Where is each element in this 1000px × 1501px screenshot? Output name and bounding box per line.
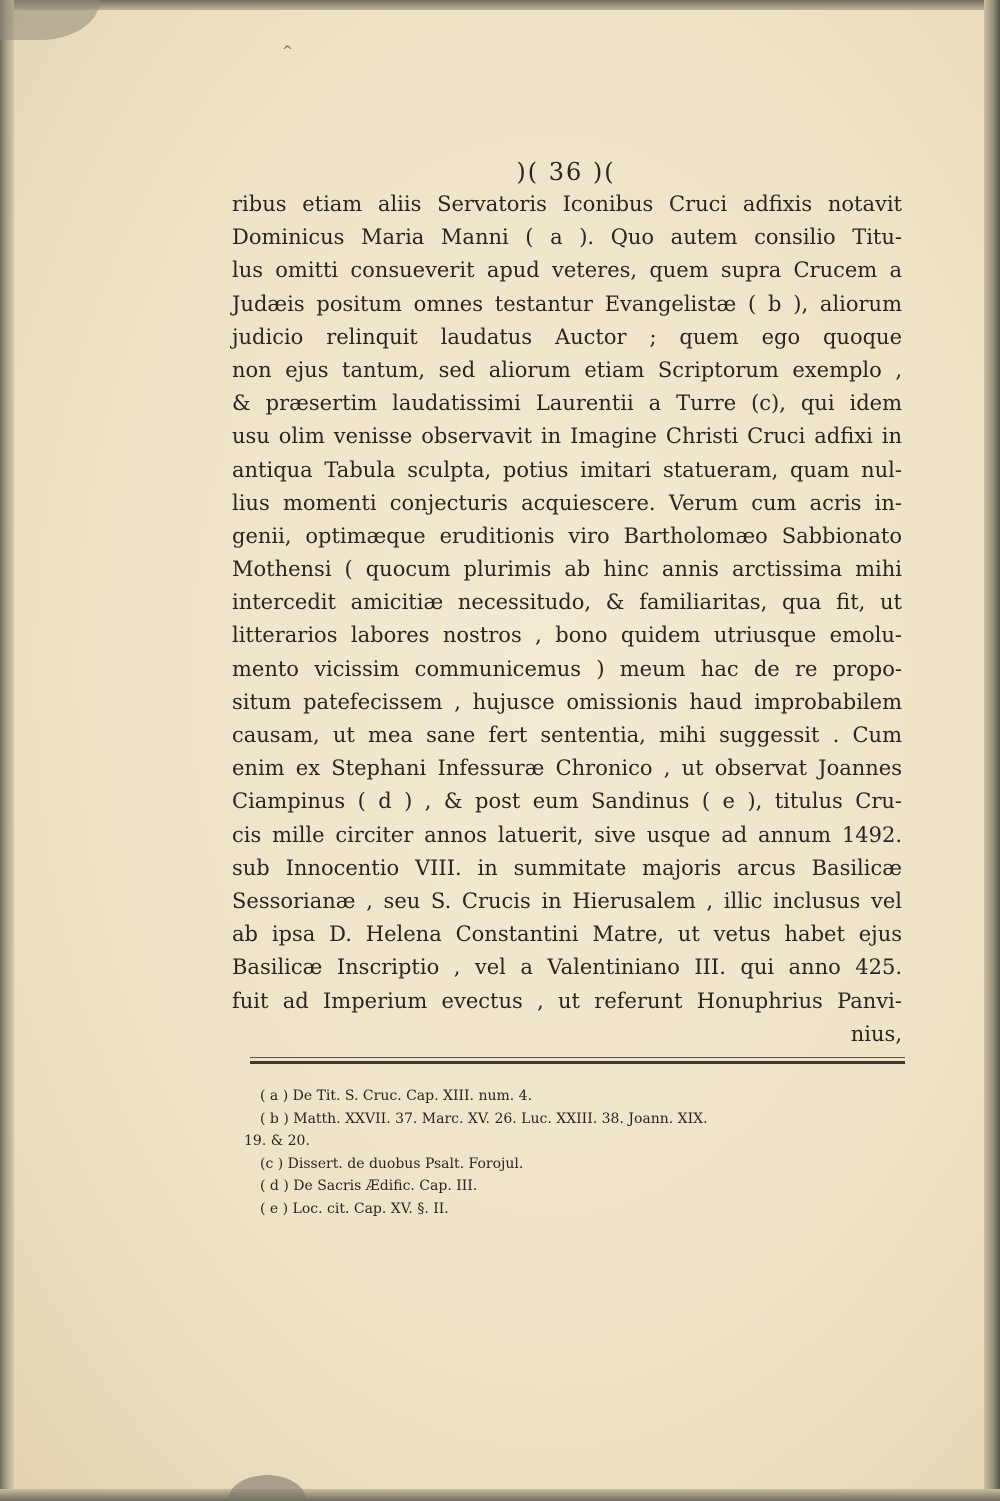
footnote-a: ( a ) De Tit. S. Cruc. Cap. XIII. num. 4. xyxy=(260,1088,533,1104)
page-binding-right xyxy=(984,0,1000,1501)
text-line: sub Innocentio VIII. in summitate majoris arcus Basilicæ xyxy=(232,855,902,880)
text-line: lius momenti conjecturis acquiescere. Verum cum acris in- xyxy=(232,490,902,515)
ink-mark: ^ xyxy=(282,44,293,59)
page-top-edge xyxy=(0,0,1000,10)
text-line: non ejus tantum, sed aliorum etiam Scriptorum exemplo , xyxy=(232,357,902,382)
page-corner-fold xyxy=(0,0,100,40)
text-line: mento vicissim communicemus ) meum hac de re propo- xyxy=(232,656,902,681)
page-bottom-edge xyxy=(0,1489,1000,1501)
text-line: & præsertim laudatissimi Laurentii a Turre (c), qui idem xyxy=(232,391,902,416)
footnote-b-continued: 19. & 20. xyxy=(244,1133,310,1149)
text-line: causam, ut mea sane fert sententia, mihi suggessit . Cum xyxy=(232,723,902,747)
footnote-b: ( b ) Matth. XXVII. 37. Marc. XV. 26. Luc. XXIII. 38. Joann. XIX. xyxy=(260,1110,708,1127)
text-line: Basilicæ Inscriptio , vel a Valentiniano III. qui anno 425. xyxy=(232,955,902,980)
body-text xyxy=(232,188,902,1051)
text-line: ribus etiam aliis Servatoris Iconibus Cruci adfixis notavit xyxy=(232,192,902,216)
text-line: fuit ad Imperium evectus , ut referunt Honuphrius Panvi- xyxy=(232,988,902,1013)
page-bottom-tab xyxy=(228,1475,306,1501)
text-line: enim ex Stephani Infessuræ Chronico , ut observat Joannes xyxy=(232,756,902,781)
footnote-d: ( d ) De Sacris Ædific. Cap. III. xyxy=(260,1178,478,1194)
text-line: litterarios labores nostros , bono quidem utriusque emolu- xyxy=(232,623,902,648)
text-line: Ciampinus ( d ) , & post eum Sandinus ( e ), titulus Cru- xyxy=(232,789,902,814)
text-line: intercedit amicitiæ necessitudo, & familiaritas, qua fit, ut xyxy=(232,590,902,615)
text-line: Mothensi ( quocum plurimis ab hinc annis arctissima mihi xyxy=(232,557,902,582)
footnote-rule-thick xyxy=(250,1061,905,1064)
text-line-catchword: nius, xyxy=(850,1021,902,1046)
text-line: situm patefecissem , hujusce omissionis haud improbabilem xyxy=(232,689,902,714)
text-line: lus omitti consueverit apud veteres, quem supra Crucem a xyxy=(232,258,902,283)
text-line: Judæis positum omnes testantur Evangelistæ ( b ), aliorum xyxy=(232,291,902,316)
text-line: ab ipsa D. Helena Constantini Matre, ut vetus habet ejus xyxy=(232,922,902,947)
text-line: Sessorianæ , seu S. Crucis in Hierusalem , illic inclusus vel xyxy=(232,888,902,913)
text-line: Dominicus Maria Manni ( a ). Quo autem consilio Titu- xyxy=(232,225,902,250)
footnote-e: ( e ) Loc. cit. Cap. XV. §. II. xyxy=(260,1200,449,1217)
footnote-c: (c ) Dissert. de duobus Psalt. Forojul. xyxy=(260,1155,524,1172)
text-line: genii, optimæque eruditionis viro Bartholomæo Sabbionato xyxy=(232,523,902,548)
text-line: cis mille circiter annos latuerit, sive usque ad annum 1492. xyxy=(232,822,902,847)
footnotes xyxy=(244,1085,908,1220)
footnote-rule-thin xyxy=(250,1057,905,1058)
text-line: judicio relinquit laudatus Auctor ; quem ego quoque xyxy=(232,324,902,349)
text-line: usu olim venisse observavit in Imagine Christi Cruci adfixi in xyxy=(232,424,902,449)
text-line: antiqua Tabula sculpta, potius imitari statueram, quam nul- xyxy=(232,457,902,482)
page-header: )( 36 )( xyxy=(516,158,616,186)
page-binding-left xyxy=(0,0,14,1501)
